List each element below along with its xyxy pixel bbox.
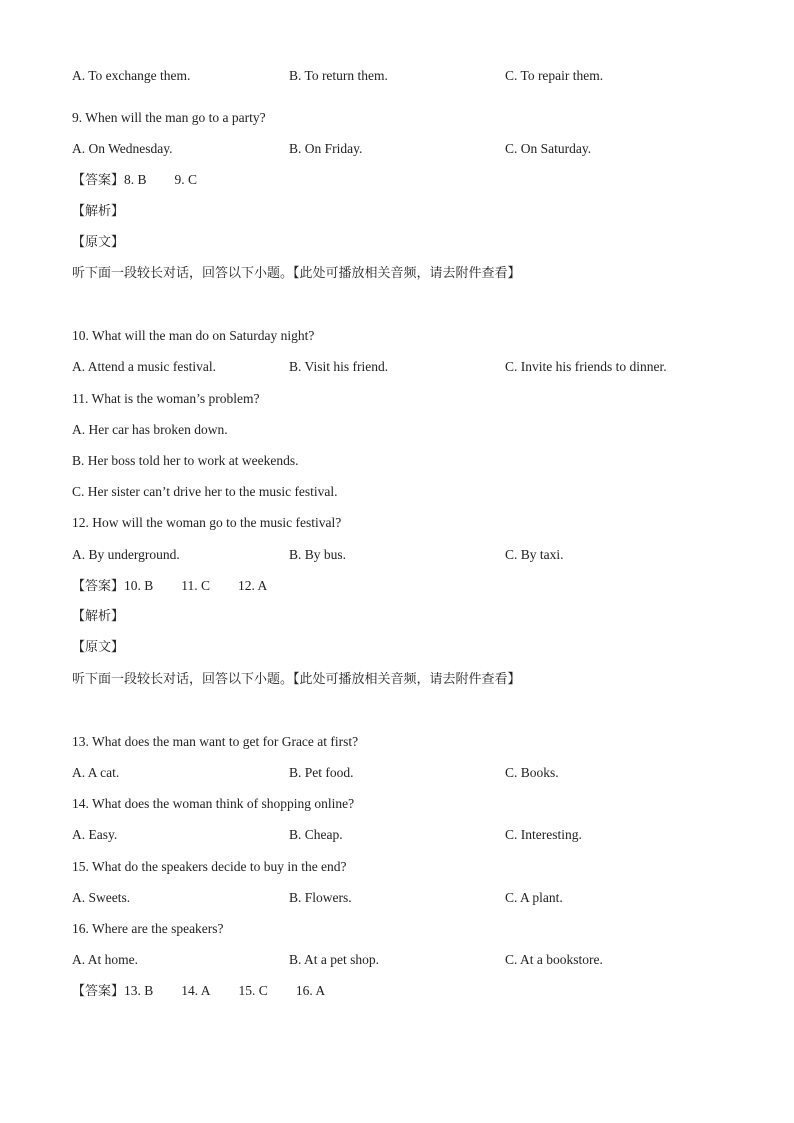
q16-option-b: B. At a pet shop.	[289, 952, 379, 967]
q10-option-b: B. Visit his friend.	[289, 359, 389, 374]
analysis-label-1: 【解析】	[72, 204, 125, 219]
q16-option-a: A. At home.	[72, 952, 138, 967]
q12-question: 12. How will the woman go to the music festival?	[72, 515, 342, 530]
audio-instruction-1: 听下面一段较长对话，回答以下小题。【此处可播放相关音频，请去附件查看】	[72, 266, 521, 281]
q12-option-a: A. By underground.	[72, 547, 180, 562]
q13-option-b: B. Pet food.	[289, 765, 354, 780]
q14-option-b: B. Cheap.	[289, 827, 343, 842]
q14-option-a: A. Easy.	[72, 827, 118, 842]
q15-option-c: C. A plant.	[505, 890, 563, 905]
q9-option-c: C. On Saturday.	[505, 141, 592, 156]
q8-option-b: B. To return them.	[289, 68, 388, 83]
q11-option-c: C. Her sister can’t drive her to the music festival.	[72, 484, 338, 499]
audio-instruction-2: 听下面一段较长对话，回答以下小题。【此处可播放相关音频，请去附件查看】	[72, 672, 521, 687]
q14-question: 14. What does the woman think of shopping online?	[72, 796, 355, 811]
q10-option-a: A. Attend a music festival.	[72, 359, 216, 374]
q9-option-a: A. On Wednesday.	[72, 141, 173, 156]
q15-question: 15. What do the speakers decide to buy in the end?	[72, 859, 347, 874]
answer-value: 16. A	[295, 983, 326, 998]
answer-value: 14. A	[181, 983, 211, 998]
answer-label: 【答案】	[72, 984, 125, 999]
analysis-label-2: 【解析】	[72, 609, 125, 624]
answer-line-3	[72, 983, 353, 1000]
q10-option-c: C. Invite his friends to dinner.	[505, 359, 667, 374]
q12-option-c: C. By taxi.	[505, 547, 564, 562]
answer-line-2	[72, 578, 295, 595]
answer-value: 11. C	[181, 578, 211, 593]
answer-value: 9. C	[174, 172, 198, 187]
q10-question: 10. What will the man do on Saturday night?	[72, 328, 315, 343]
q8-option-a: A. To exchange them.	[72, 68, 191, 83]
q15-option-a: A. Sweets.	[72, 890, 131, 905]
original-label-1: 【原文】	[72, 235, 125, 250]
q15-option-b: B. Flowers.	[289, 890, 352, 905]
q11-question: 11. What is the woman’s problem?	[72, 391, 260, 406]
q14-option-c: C. Interesting.	[505, 827, 582, 842]
q8-option-c: C. To repair them.	[505, 68, 604, 83]
q13-option-c: C. Books.	[505, 765, 559, 780]
answer-value: 15. C	[238, 983, 268, 998]
answer-value: 13. B	[124, 983, 154, 998]
answer-line-1	[72, 172, 225, 189]
q12-option-b: B. By bus.	[289, 547, 347, 562]
q16-option-c: C. At a bookstore.	[505, 952, 603, 967]
q9-question: 9. When will the man go to a party?	[72, 110, 266, 125]
answer-label: 【答案】	[72, 173, 125, 188]
q11-option-b: B. Her boss told her to work at weekends.	[72, 453, 299, 468]
answer-label: 【答案】	[72, 579, 125, 594]
answer-value: 8. B	[124, 172, 147, 187]
answer-value: 12. A	[238, 578, 268, 593]
q16-question: 16. Where are the speakers?	[72, 921, 224, 936]
q11-option-a: A. Her car has broken down.	[72, 422, 228, 437]
answer-value: 10. B	[124, 578, 154, 593]
q13-question: 13. What does the man want to get for Grace at first?	[72, 734, 359, 749]
q9-option-b: B. On Friday.	[289, 141, 363, 156]
q13-option-a: A. A cat.	[72, 765, 120, 780]
original-label-2: 【原文】	[72, 640, 125, 655]
